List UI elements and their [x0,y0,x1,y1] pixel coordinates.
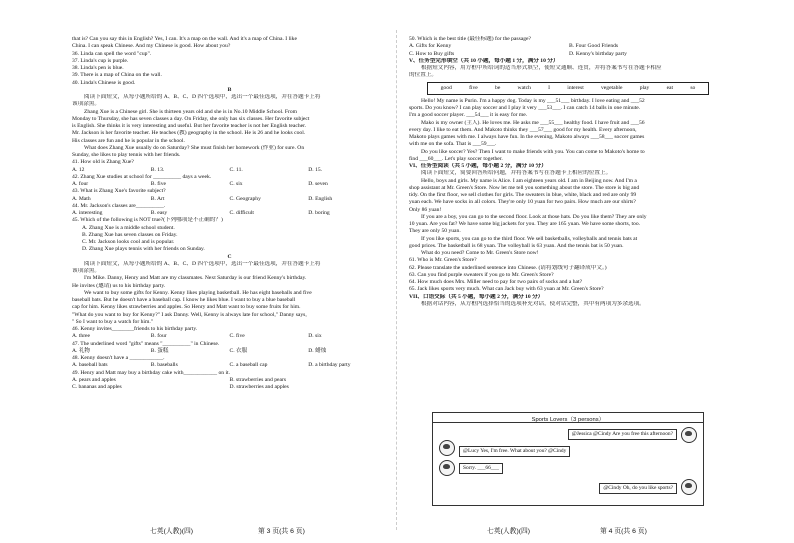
footer-left-title: 七英(人教)(四) [150,528,194,535]
passage-line: We want to buy some gifts for Kenny. Kenny likes playing basketball. He has eight baseballs and five [84,289,312,296]
page-fold-line [396,30,397,530]
section-6-title: VI、任务型阅读（共 5 小题，每小题 2 分，满分 10 分） [409,163,547,169]
question-41: 41. How old is Zhang Xue? [72,159,134,166]
section-5-instruction: 根据短文内容，用方框中所给词的适当形式填空，使短文通顺、连贯，并将答案书写在答题卡相应 [421,65,662,71]
cloze-line: Do you like soccer? Yes? Then I want to make friends with you. You can come to Makoto's home to [421,148,645,155]
intro-line: China. I can speak Chinese. And my Chinese is good. How about you? [72,43,231,50]
section-b-letter: B [227,86,232,93]
word-bank-item: five [469,84,478,91]
question-42: 42. Zhang Xue studies at school for __________ days a week. [72,173,212,180]
question-63: 63. Can you find purple sweaters if you go to Mr. Green's Store? [409,271,554,278]
option: B. Zhang Xue has seven classes on Friday. [82,231,178,238]
question-61: 61. Who is Mr. Green's Store? [409,257,477,264]
passage-line: Monday to Thursday, she has seven classes a day. On Friday, she only has six classes. Her favorite subject [72,115,310,122]
passage-line: " So I want to buy a watch for him." [72,318,154,325]
avatar-icon [681,427,697,443]
option: D. English [308,195,333,202]
reading-line: good prices. The basketball is 68 yuan. The volleyball is 63 yuan. And the tennis bat is 50 yuan. [409,242,624,249]
chat-bubble: @Lucy Yes, I'm free. What about you? @Cindy [459,446,570,457]
option: B. four [150,333,167,340]
option: C. Geography [229,195,261,202]
option: A. three [72,333,91,340]
reading-line: They are only 50 yuan. [409,228,461,235]
chat-divider [433,422,703,423]
word-bank-item: vegetable [601,84,623,91]
chat-window [432,412,704,506]
option: B. five [150,181,166,187]
cloze-line: I'm a good soccer player. ___54___ it is easy for me. [409,112,528,119]
reading-line: Only 86 yuan! [409,206,442,213]
section-b-instruction: 该项涂黑。 [72,101,100,108]
judge-item: 38. Linda's pen is blue. [72,65,124,71]
word-bank-box [427,82,709,95]
option: D. seven [308,181,328,187]
options-41 [72,167,387,174]
option: A. Math [72,195,91,202]
option: A. Zhang Xue is a middle school student. [82,224,175,231]
chat-bubble: @Jessica @Cindy Are you free this afternoon? [568,429,677,440]
cloze-line: find ___60___. Let's play soccer together. [409,155,503,162]
left-column [72,36,387,391]
question-62: 62. Please translate the underlined sentence into Chinese. (请将划线句子翻译成中文。) [409,264,607,271]
options-44 [72,210,387,217]
word-bank-item: I [548,84,551,91]
footer-left-page: 第 3 页(共 6 页) [258,528,305,535]
passage-line: cap for him. Kenny likes strawberries and apples. So Henry and Matt want to buy some fruits for him. [72,304,301,311]
judge-item: 39. There is a map of China on the wall. [72,72,162,79]
question-43: 43. What is Zhang Xue's favorite subject? [72,188,166,195]
option: B. 13. [150,166,165,173]
avatar-icon [439,440,455,456]
word-bank-item: eat [666,84,674,91]
option: A. Gifts for Kenny [409,43,452,50]
word-bank-item: watch [517,84,531,91]
options-46 [72,333,387,340]
option: C. 衣服 [229,347,248,354]
avatar-icon [681,479,697,495]
reading-line: If you are a boy, you can go to the second floor. Look at those hats. Do you like them? They are only [421,213,647,220]
cloze-line: every day. I like to eat them. And Makoto thinks they ___57___ good for my health. Every afternoon, [409,126,637,133]
reading-line: Hello, boys and girls. My name is Alice. I am eighteen years old. I am in Beijing now. And I'm a [421,177,637,184]
option: C. How to Buy gifts [409,50,455,57]
section-5-instruction: 的位置上。 [409,72,437,79]
option: B. 蛋糕 [150,347,169,354]
reading-line: 10 yuan. Are you fat? We have some big jackets for you. They are 165 yuan. We have some shorts, too. [409,221,641,227]
option: A. pears and apples [72,376,116,383]
question-44: 44. Mr. Jackson's classes are__________. [72,202,166,209]
section-c-instruction: 该项涂黑。 [72,268,100,274]
option: D. Kenny's birthday party [569,50,627,57]
section-7-title: VII、口语交际（共 5 小题，每小题 2 分，满分 10 分） [409,293,544,300]
option: B. baseballs [150,362,178,369]
option: B. Four Good Friends [569,43,619,50]
right-column [409,36,729,308]
passage-line: is English. She thinks it is very interesting and useful. But her favorite teacher is not her English teacher. [72,123,307,129]
reading-line: If you like sports, you can go to the third floor. We sell basketballs, volleyballs and tennis bats at [421,235,638,242]
option: C. bananas and apples [72,384,122,390]
question-65: 65. Jack likes sports very much. What can Jack buy with 63 yuan at Mr. Green's Store? [409,286,604,293]
cloze-line: Hello! My name is Purin. I'm a happy dog. Today is my ___51___ birthday. I love eating and ___52 [421,97,645,104]
word-bank-item: so [690,84,696,91]
avatar-icon [439,460,455,476]
passage-line: Sunday, she likes to play tennis with her friends. [72,152,181,158]
reading-line: shop assistant at Mr. Green's Store. Now let me tell you something about the store. The store is big and [409,184,640,191]
cloze-line: with me on the sofa. That is ___59___. [409,141,497,148]
option: C. Mr. Jackson looks cool and is popular. [82,239,175,245]
option: D. 15. [308,166,323,173]
passage-line: baseball bats. But he doesn't have a baseball cap. I know he likes blue. I want to buy a blue baseball [72,297,296,303]
reading-line: What do you need? Come to Mr. Green's Store now! [421,250,539,256]
judge-item: 40. Linda's Chinese is good. [72,79,136,86]
option: A. 礼物 [72,347,91,354]
option: C. five [229,333,245,340]
section-c-instruction: 阅读下面短文，从每小题所给的 A、B、C、D 四个选项中，选出一个最佳选项，并在答题卡上将 [84,260,321,267]
options-50 [409,43,729,50]
chat-bubble: Sorry. ___66___ [459,463,503,474]
passage-line: "What do you want to buy for Kenny?" I ask Danny. Well, Kenny is always late for school," Danny says, [72,311,307,318]
option: C. 11. [229,166,243,173]
option: C. difficult [229,210,254,216]
chat-title: Sports Lovers（3 persons） [531,417,605,423]
word-bank-item: play [639,84,650,91]
option: A. baseball bats [72,362,108,369]
option: D. strawberries and apples [229,384,289,390]
option: D. Zhang Xue plays tennis with her friends on Sunday. [82,246,205,253]
question-47: 47. The underlined word "gifts" means "__________" in Chinese. [72,340,220,347]
option: D. a birthday party [308,362,351,369]
option: D. six [308,333,322,340]
option: C. a baseball cap [229,362,268,369]
options-42 [72,181,387,188]
option: A. interesting [72,210,103,216]
option: B. strawberries and pears [229,376,287,383]
question-45: 45. Which of the following is NOT true?(下列哪项是不正确的？) [72,217,223,224]
options-49 [72,384,387,391]
passage-line: Zhang Xue is a Chinese girl. She is thirteen years old and she is in No.10 Middle School. From [84,108,297,115]
section-6-instruction: 阅读下面短文，简要回答所给问题，并将答案书写在答题卡上相应的位置上。 [421,170,612,177]
passage-line: I'm Mike. Danny, Henry and Matt are my classmates. Next Saturday is our friend Kenny's birthday. [84,275,307,282]
section-7-instruction: 根据对话内容，从方框内选择恰当的选项补充对话，使对话完整，其中有两项为多余选项。 [421,300,645,307]
footer-right-page: 第 4 页(共 6 页) [600,528,647,535]
cloze-line: Mako is my owner (主人). He loves me. He asks me ___55___ healthy food. I have fruit and ___56 [421,119,645,126]
section-5-title: V、任务型完形填空（共 10 小题，每小题 1 分，满分 10 分） [409,57,559,64]
passage-line: He invites (邀请) us to his birthday party. [72,282,166,289]
question-48: 48. Kenny doesn't have a ____________. [72,355,165,361]
option: B. easy [150,210,168,216]
options-47 [72,348,387,355]
options-48 [72,362,387,369]
options-50 [409,51,729,58]
question-49: 49. Henry and Matt may buy a birthday cake with____________ on it. [72,369,230,376]
word-bank-item: good [440,84,452,91]
chat-bubble: @Cindy Oh, do you like sports? [599,483,677,494]
intro-line: that is? Can you say this in English? Yes, I can. It's a map on the wall. And it's a map of China. I like [72,36,297,42]
judge-item: 36. Linda can spell the word "cup". [72,50,152,57]
option: B. Art [150,195,165,202]
options-49 [72,377,387,384]
option: D. 蜡烛 [308,347,327,354]
passage-line: Mr. Jackson is her favorite teacher. He teaches (教) geography in the school. He is 26 and he looks cool. [72,130,306,137]
question-46: 46. Kenny invites________friends to his birthday party. [72,326,198,332]
cloze-line: sports. Do you know? I can play soccer and I play it very ___53___. I can catch 14 balls in one minute. [409,105,641,111]
option: A. four [72,181,89,187]
judge-item: 37. Linda's cup is purple. [72,57,129,64]
passage-line: What does Zhang Xue usually do on Saturday? She must finish her homework (作业) for sure. On [84,144,305,151]
word-bank-item: be [495,84,501,91]
footer-right-title: 七英(人教)(四) [487,528,531,535]
option: C. six [229,181,243,187]
question-50: 50. Which is the best title (最佳标题) for the passage? [409,36,531,42]
cloze-line: Makoto plays games with me. I always have fun. In the evening, Makoto always ___58___ soccer games [409,134,645,140]
option: D. boring [308,210,330,216]
word-bank-item: interest [567,84,584,91]
reading-line: tidy. On the first floor, we sell clothes for girls. The sweaters in blue, white, black and red are only 99 [409,192,637,198]
section-b-instruction: 阅读下面短文，从每小题所给的 A、B、C、D 四个选项中，选出一个最佳选项，并在答题卡上将 [84,94,321,100]
reading-line: yuan each. We have socks in all colors. They're only 10 yuan for two pairs. How much are our shirts? [409,199,636,206]
options-43 [72,196,387,203]
passage-line: His classes are fun and he is popular in the school. [72,137,185,144]
option: A. 12 [72,166,85,173]
question-64: 64. How much does Mrs. Miller need to pay for two pairs of socks and a hat? [409,279,583,285]
section-c-letter: C [227,253,232,260]
